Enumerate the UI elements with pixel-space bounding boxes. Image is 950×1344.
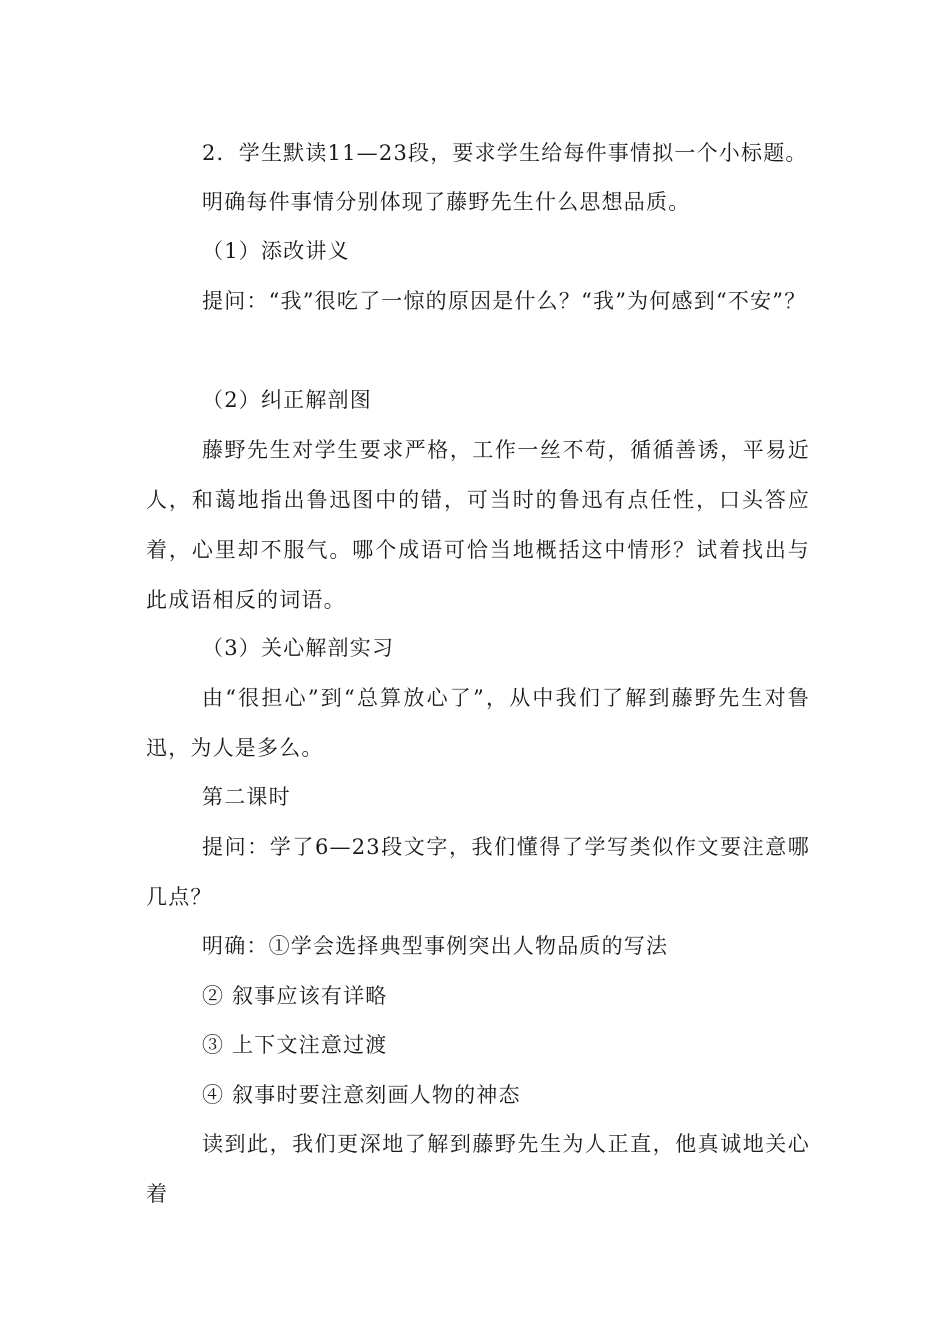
paragraph-14: ④ 叙事时要注意刻画人物的神态: [202, 1083, 521, 1107]
paragraph-6: 藤野先生对学生要求严格，工作一丝不苟，循循善诱，平易近人，和蔼地指出鲁迅图中的错，可当时的鲁迅有点任性，口头答应着，心里却不服气。哪个成语可恰当地概括这中情形？试着找出与此成语相反的词语。: [146, 438, 810, 612]
paragraph-13: ③ 上下文注意过渡: [202, 1033, 388, 1057]
paragraph-3: （1）添改讲义: [202, 239, 350, 263]
paragraph-1: 2．学生默读11—23段，要求学生给每件事情拟一个小标题。: [202, 141, 808, 165]
paragraph-12: ② 叙事应该有详略: [202, 984, 388, 1008]
paragraph-5: （2）纠正解剖图: [202, 388, 372, 412]
paragraph-8: 由“很担心”到“总算放心了”，从中我们了解到藤野先生对鲁迅，为人是多么。: [146, 686, 810, 760]
paragraph-9: 第二课时: [202, 785, 291, 809]
paragraph-15: 读到此，我们更深地了解到藤野先生为人正直，他真诚地关心着: [146, 1132, 810, 1206]
paragraph-11: 明确：①学会选择典型事例突出人物品质的写法: [202, 934, 669, 958]
paragraph-4: 提问：“我”很吃了一惊的原因是什么？“我”为何感到“不安”？: [202, 289, 807, 313]
paragraph-7: （3）关心解剖实习: [202, 636, 395, 660]
paragraph-2: 明确每件事情分别体现了藤野先生什么思想品质。: [202, 190, 691, 214]
paragraph-10: 提问：学了6—23段文字，我们懂得了学写类似作文要注意哪几点？: [146, 835, 810, 909]
